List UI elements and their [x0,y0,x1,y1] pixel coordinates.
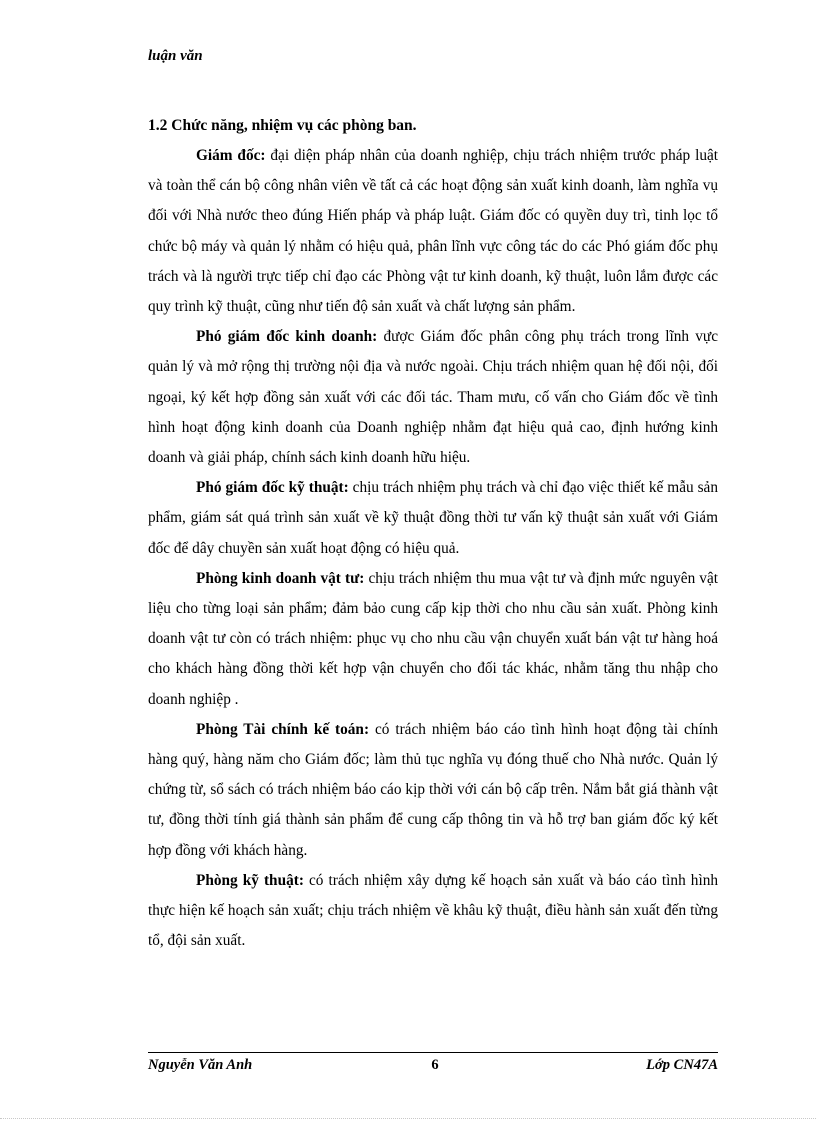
footer-divider [148,1052,718,1053]
page-bottom-border [0,1118,816,1119]
paragraph-phong-kinh-doanh-vat-tu [148,564,718,715]
paragraph-text: có trách nhiệm xây dựng kế hoạch sản xuất và báo cáo tình hình thực hiện kế hoạch sản xuất; chịu trách nhiệm về khâu kỹ thuật, điều hành sản xuất đến từng tổ, đội sản xuất. [148,871,719,950]
paragraph-term: Giám đốc: [196,147,266,164]
paragraph-term: Phòng kỹ thuật: [196,871,304,889]
paragraph-term: Phó giám đốc kỹ thuật: [196,479,349,497]
document-body [148,141,718,956]
paragraph-phong-ky-thuat [148,866,718,957]
paragraph-text: đại diện pháp nhân của doanh nghiệp, chịu trách nhiệm trước pháp luật và toàn thể cán bộ công nhân viên về tất cả các hoạt động sản xuất kinh doanh, làm nghĩa vụ đối với Nhà nước theo đúng Hiến pháp và pháp luật. Giám đốc có quyền duy trì, tinh lọc tổ chức bộ máy và quản lý nhằm có hiệu quả, phân lĩnh vực công tác do các Phó giám đốc phụ trách và là người trực tiếp chỉ đạo các Phòng vật tư kinh doanh, kỹ thuật, luôn lắm được các quy trình kỹ thuật, cũng như tiến độ sản xuất và chất lượng sản phẩm. [148,147,719,316]
paragraph-text: được Giám đốc phân công phụ trách trong lĩnh vực quản lý và mở rộng thị trường nội địa và nước ngoài. Chịu trách nhiệm quan hệ đối nội, đối ngoại, ký kết hợp đồng sản xuất với các đối tác. Tham mưu, cố vấn cho Giám đốc về tình hình hoạt động kinh doanh của Doanh nghiệp nhằm đạt hiệu quả cao, định hướng kinh doanh và giải pháp, chính sách kinh doanh hữu hiệu. [148,328,718,467]
paragraph-pho-giam-doc-ky-thuat [148,473,718,564]
paragraph-text: có trách nhiệm báo cáo tình hình hoạt động tài chính hàng quý, hàng năm cho Giám đốc; làm thủ tục nghĩa vụ đóng thuế cho Nhà nước. Quản lý chứng từ, sổ sách có trách nhiệm báo cáo kịp thời với cán bộ cấp trên. Nắm bắt giá thành vật tư, đồng thời tính giá thành sản phẩm để cung cấp thông tin và hỗ trợ ban giám đốc ký kết hợp đồng với khách hàng. [148,720,718,859]
section-title: 1.2 Chức năng, nhiệm vụ các phòng ban. [148,117,417,134]
paragraph-phong-tai-chinh-ke-toan [148,715,718,866]
paragraph-pho-giam-doc-kinh-doanh [148,322,718,473]
page-number: 6 [431,1057,439,1073]
running-header: luận văn [148,48,203,64]
paragraph-giam-doc [148,141,718,322]
paragraph-term: Phó giám đốc kinh doanh: [196,328,378,346]
paragraph-term: Phòng kinh doanh vật tư: [196,569,365,587]
paragraph-term: Phòng Tài chính kế toán: [196,720,370,738]
paragraph-text: chịu trách nhiệm thu mua vật tư và định mức nguyên vật liệu cho từng loại sản phẩm; đảm bảo cung cấp kịp thời cho nhu cầu sản xuất. Phòng kinh doanh vật tư còn có trách nhiệm: phục vụ cho nhu cầu vận chuyển xuất bán vật tư hàng hoá cho khách hàng đồng thời kết hợp vận chuyển cho đối tác khác, nhằm tăng thu nhập cho doanh nghiệp . [148,569,718,708]
footer-author: Nguyễn Văn Anh [148,1057,253,1073]
paragraph-text: chịu trách nhiệm phụ trách và chỉ đạo việc thiết kế mẫu sản phẩm, giám sát quá trình sản xuất về kỹ thuật đồng thời tư vấn kỹ thuật sản xuất với Giám đốc để dây chuyền sản xuất hoạt động có hiệu quả. [148,479,718,557]
footer-class: Lớp CN47A [646,1057,718,1073]
